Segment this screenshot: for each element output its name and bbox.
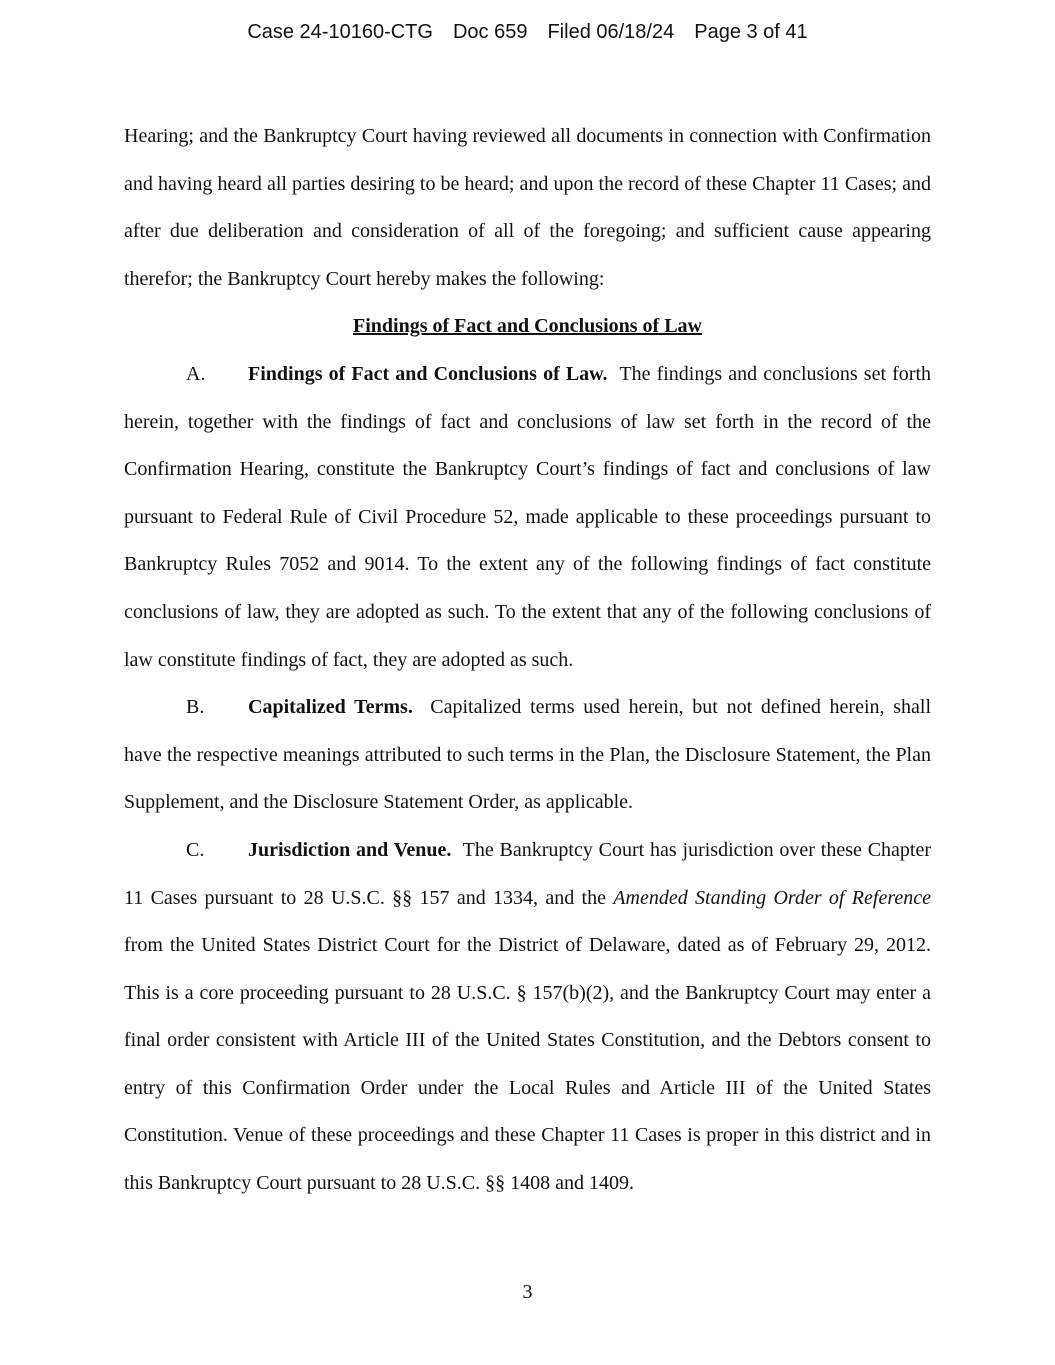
page-indicator: Page 3 of 41 (694, 21, 808, 43)
paragraph-letter: B. (186, 696, 205, 719)
paragraph-text-continued: from the United States District Court for the District of Delaware, dated as of February 29, 2012. This is a core proceeding pursuant to 28 U.S.C. § 157(b)(2), and the Bankruptcy Court may enter a final order consistent with Article III of the United States Constitution, and the Debtors consent to entry of this Confirmation Order under the Local Rules and Article III of the United States Constitution. Venue of these proceedings and these Chapter 11 Cases is proper in this district and in this Bankruptcy Court pursuant to 28 U.S.C. §§ 1408 and 1409. (124, 934, 931, 1195)
page-header (0, 20, 1055, 44)
doc-number: Doc 659 (452, 21, 528, 43)
filed-date: Filed 06/18/24 (547, 21, 675, 43)
document-body (124, 113, 931, 1208)
paragraph-text: Capitalized terms used herein, but not defined herein, shall have the respective meanings attributed to such terms in the Plan, the Disclosure Statement, the Plan Supplement, and the Disclosure Statement Order, as applicable. (124, 696, 931, 814)
paragraph-title: Jurisdiction and Venue. (248, 838, 452, 861)
paragraph-title: Findings of Fact and Conclusions of Law. (248, 362, 608, 385)
intro-paragraph: Hearing; and the Bankruptcy Court having reviewed all documents in connection with Confirmation and having heard all parties desiring to be heard; and upon the record of these Chapter 11 Cases; and after due deliberation and consideration of all of the foregoing; and sufficient cause appearing therefor; the Bankruptcy Court hereby makes the following: (124, 125, 931, 290)
paragraph-letter: A. (186, 362, 206, 385)
case-number: Case 24-10160-CTG (247, 21, 433, 43)
paragraph-text: The Bankruptcy Court has jurisdiction over these Chapter 11 Cases pursuant to 28 U.S.C. §§ 157 and 1334, and the (124, 838, 932, 909)
paragraph-b (124, 684, 931, 827)
paragraph-a (124, 351, 931, 684)
paragraph-letter: C. (186, 838, 205, 861)
paragraph-c (124, 827, 931, 1208)
paragraph-text: The findings and conclusions set forth herein, together with the findings of fact and conclusions of law set forth in the record of the Confirmation Hearing, constitute the Bankruptcy Court’s findings of fact and conclusions of law pursuant to Federal Rule of Civil Procedure 52, made applicable to these proceedings pursuant to Bankruptcy Rules 7052 and 9014. To the extent any of the following findings of fact constitute conclusions of law, they are adopted as such. To the extent that any of the following conclusions of law constitute findings of fact, they are adopted as such. (124, 362, 931, 671)
section-heading: Findings of Fact and Conclusions of Law (353, 315, 702, 338)
order-title-italic: Amended Standing Order of Reference (613, 886, 932, 909)
page-number: 3 (522, 1281, 533, 1303)
paragraph-title: Capitalized Terms. (248, 696, 413, 719)
